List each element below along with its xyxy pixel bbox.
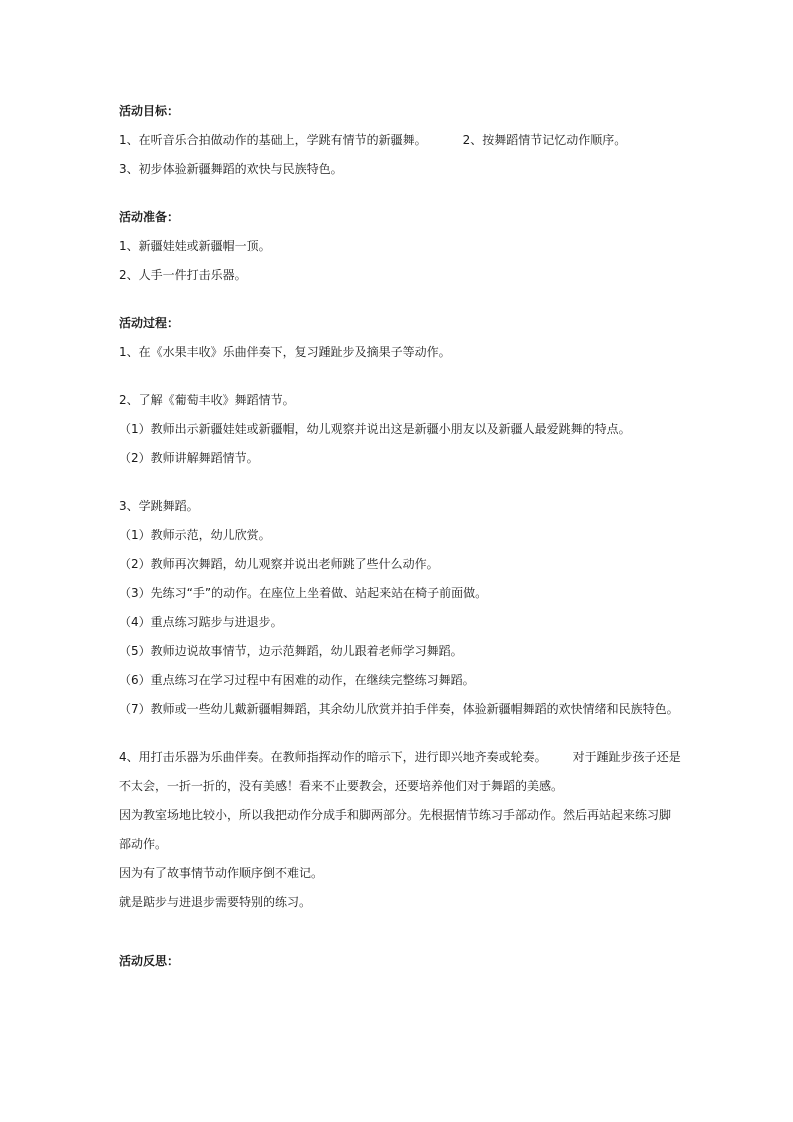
preparation-heading: 活动准备：	[119, 210, 180, 224]
goals-line-1	[119, 132, 626, 148]
process-heading: 活动过程：	[119, 316, 180, 330]
note-1-b: 部动作。	[119, 837, 168, 851]
process-step-3-sub-2: （2）教师再次舞蹈，幼儿观察并说出老师跳了些什么动作。	[119, 557, 439, 571]
process-step-3-sub-7: （7）教师或一些幼儿戴新疆帽舞蹈，其余幼儿欣赏并拍手伴奏，体验新疆帽舞蹈的欢快情绪和民族特色。	[119, 702, 679, 716]
process-step-3-sub-3: （3）先练习“手”的动作。在座位上坐着做、站起来站在椅子前面做。	[119, 586, 488, 600]
process-step-2-sub-2: （2）教师讲解舞蹈情节。	[119, 451, 259, 465]
process-step-3-sub-4: （4）重点练习踮步与进退步。	[119, 615, 283, 629]
preparation-item-2: 2、人手一件打击乐器。	[119, 268, 247, 282]
process-step-3-sub-6: （6）重点练习在学习过程中有困难的动作，在继续完整练习舞蹈。	[119, 673, 475, 687]
preparation-item-1: 1、新疆娃娃或新疆帽一顶。	[119, 239, 271, 253]
goals-heading: 活动目标：	[119, 104, 180, 118]
process-step-4-cont-a: 对于踵趾步孩子还是	[572, 750, 681, 764]
process-step-3-sub-5: （5）教师边说故事情节，边示范舞蹈，幼儿跟着老师学习舞蹈。	[119, 644, 463, 658]
process-step-4-cont-b: 不太会，一折一折的，没有美感！看来不止要教会，还要培养他们对于舞蹈的美感。	[119, 779, 564, 793]
process-step-1: 1、在《水果丰收》乐曲伴奏下，复习踵趾步及摘果子等动作。	[119, 345, 451, 359]
process-step-2: 2、了解《葡萄丰收》舞蹈情节。	[119, 393, 295, 407]
process-step-4: 4、用打击乐器为乐曲伴奏。在教师指挥动作的暗示下，进行即兴地齐奏或轮奏。	[119, 750, 547, 764]
process-step-4-line	[119, 749, 681, 765]
note-3: 就是踮步与进退步需要特别的练习。	[119, 895, 312, 909]
goal-item-3: 3、初步体验新疆舞蹈的欢快与民族特色。	[119, 162, 343, 176]
process-step-3: 3、学跳舞蹈。	[119, 499, 199, 513]
goal-item-1: 1、在听音乐合拍做动作的基础上，学跳有情节的新疆舞。	[119, 133, 427, 147]
process-step-2-sub-1: （1）教师出示新疆娃娃或新疆帽，幼儿观察并说出这是新疆小朋友以及新疆人最爱跳舞的特点。	[119, 422, 631, 436]
note-1-a: 因为教室场地比较小，所以我把动作分成手和脚两部分。先根据情节练习手部动作。然后再站起来练习脚	[119, 808, 672, 822]
process-step-3-sub-1: （1）教师示范，幼儿欣赏。	[119, 528, 271, 542]
reflection-heading: 活动反思：	[119, 954, 180, 968]
note-2: 因为有了故事情节动作顺序倒不难记。	[119, 866, 324, 880]
goal-item-2: 2、按舞蹈情节记忆动作顺序。	[462, 133, 627, 147]
